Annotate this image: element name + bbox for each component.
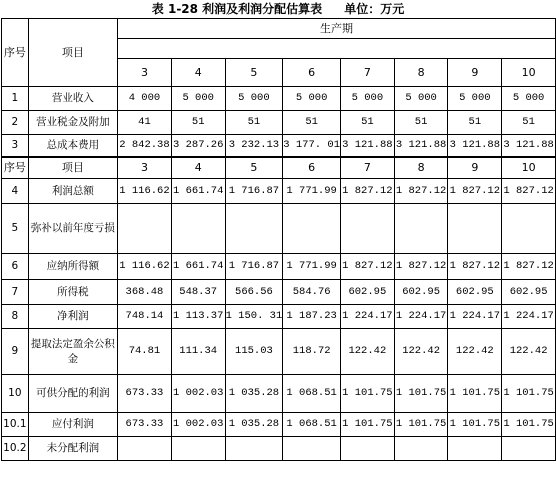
cell	[394, 437, 448, 461]
cell: 566.56	[225, 280, 283, 305]
cell: 1 113.37	[171, 305, 225, 329]
cell: 1 827.12	[502, 179, 556, 204]
row-seq: 5	[2, 204, 29, 254]
cell: 1 116.62	[118, 254, 172, 280]
cell: 1 224.17	[502, 305, 556, 329]
row-item: 利润总额	[28, 179, 117, 204]
cell: 1 827.12	[341, 179, 395, 204]
table-row	[2, 329, 556, 375]
cell: 51	[341, 111, 395, 135]
header-year: 6	[283, 157, 341, 179]
row-seq: 3	[2, 135, 29, 157]
cell: 1 827.12	[341, 254, 395, 280]
table-row	[2, 280, 556, 305]
header-item: 项目	[28, 19, 117, 87]
cell: 1 224.17	[448, 305, 502, 329]
cell: 1 716.87	[225, 179, 283, 204]
cell: 1 771.99	[283, 179, 341, 204]
sub-header-row	[2, 157, 556, 179]
header-year: 5	[225, 59, 283, 87]
table-row	[2, 111, 556, 135]
header-period: 生产期	[118, 19, 556, 39]
cell: 602.95	[394, 280, 448, 305]
row-seq: 10.1	[2, 413, 29, 437]
row-item: 营业税金及附加	[28, 111, 117, 135]
row-seq: 1	[2, 87, 29, 111]
header-year: 9	[448, 59, 502, 87]
cell: 602.95	[448, 280, 502, 305]
cell: 1 101.75	[341, 413, 395, 437]
cell	[502, 204, 556, 254]
table-title-text: 表 1-28 利润及利润分配估算表	[151, 2, 323, 16]
header-year: 10	[502, 157, 556, 179]
cell: 1 002.03	[171, 375, 225, 413]
cell: 5 000	[448, 87, 502, 111]
cell: 122.42	[502, 329, 556, 375]
cell: 51	[171, 111, 225, 135]
header-year: 10	[502, 59, 556, 87]
table-row	[2, 254, 556, 280]
cell: 1 771.99	[283, 254, 341, 280]
row-seq: 2	[2, 111, 29, 135]
cell: 1 068.51	[283, 413, 341, 437]
cell	[394, 204, 448, 254]
row-item: 净利润	[28, 305, 117, 329]
cell: 1 101.75	[394, 375, 448, 413]
cell: 1 035.28	[225, 375, 283, 413]
cell: 1 716.87	[225, 254, 283, 280]
cell: 748.14	[118, 305, 172, 329]
cell	[225, 437, 283, 461]
cell: 51	[394, 111, 448, 135]
cell: 3 177. 01	[283, 135, 341, 157]
cell: 1 116.62	[118, 179, 172, 204]
cell	[283, 204, 341, 254]
cell: 3 121.88	[341, 135, 395, 157]
row-item: 所得税	[28, 280, 117, 305]
cell: 1 827.12	[448, 179, 502, 204]
header-year: 8	[394, 157, 448, 179]
table-row	[2, 305, 556, 329]
row-seq: 6	[2, 254, 29, 280]
cell	[283, 437, 341, 461]
cell: 1 827.12	[502, 254, 556, 280]
unit-label: 单位：万元	[344, 2, 405, 16]
cell: 41	[118, 111, 172, 135]
cell: 51	[283, 111, 341, 135]
header-blank	[118, 39, 556, 59]
table-row	[2, 437, 556, 461]
cell: 5 000	[283, 87, 341, 111]
cell: 1 068.51	[283, 375, 341, 413]
cell: 602.95	[502, 280, 556, 305]
cell: 122.42	[448, 329, 502, 375]
cell: 584.76	[283, 280, 341, 305]
cell	[171, 204, 225, 254]
cell: 1 827.12	[448, 254, 502, 280]
cell: 1 101.75	[448, 375, 502, 413]
cell: 1 101.75	[394, 413, 448, 437]
cell	[341, 437, 395, 461]
cell: 3 232.13	[225, 135, 283, 157]
header-year: 6	[283, 59, 341, 87]
cell	[118, 437, 172, 461]
header-seq: 序号	[2, 19, 29, 87]
header-year: 4	[171, 59, 225, 87]
header-year: 3	[118, 157, 172, 179]
cell: 111.34	[171, 329, 225, 375]
cell: 3 121.88	[394, 135, 448, 157]
cell: 5 000	[341, 87, 395, 111]
header-year: 4	[171, 157, 225, 179]
cell: 1 101.75	[502, 375, 556, 413]
cell: 1 002.03	[171, 413, 225, 437]
cell: 74.81	[118, 329, 172, 375]
cell: 1 150. 31	[225, 305, 283, 329]
cell: 3 287.26	[171, 135, 225, 157]
cell: 1 035.28	[225, 413, 283, 437]
cell: 673.33	[118, 413, 172, 437]
cell: 602.95	[341, 280, 395, 305]
profit-distribution-table	[1, 18, 556, 461]
header-year: 8	[394, 59, 448, 87]
table-row	[2, 204, 556, 254]
cell	[448, 437, 502, 461]
cell: 2 842.38	[118, 135, 172, 157]
cell: 4 000	[118, 87, 172, 111]
row-item: 提取法定盈余公积金	[28, 329, 117, 375]
cell: 3 121.88	[448, 135, 502, 157]
cell: 5 000	[225, 87, 283, 111]
row-seq: 7	[2, 280, 29, 305]
table-row	[2, 375, 556, 413]
row-seq: 8	[2, 305, 29, 329]
cell	[171, 437, 225, 461]
cell	[502, 437, 556, 461]
row-item: 营业收入	[28, 87, 117, 111]
cell: 1 101.75	[502, 413, 556, 437]
cell: 1 827.12	[394, 179, 448, 204]
table-title	[0, 0, 556, 18]
cell: 1 661.74	[171, 179, 225, 204]
table-row	[2, 413, 556, 437]
cell	[118, 204, 172, 254]
row-seq: 10.2	[2, 437, 29, 461]
cell: 673.33	[118, 375, 172, 413]
cell: 1 101.75	[448, 413, 502, 437]
cell: 1 101.75	[341, 375, 395, 413]
table-row	[2, 135, 556, 157]
row-item: 总成本费用	[28, 135, 117, 157]
row-item: 可供分配的利润	[28, 375, 117, 413]
cell	[341, 204, 395, 254]
row-item: 应付利润	[28, 413, 117, 437]
cell: 115.03	[225, 329, 283, 375]
cell: 1 224.17	[394, 305, 448, 329]
header-year: 5	[225, 157, 283, 179]
header-year: 7	[341, 59, 395, 87]
header-item: 项目	[28, 157, 117, 179]
cell: 1 827.12	[394, 254, 448, 280]
cell: 548.37	[171, 280, 225, 305]
cell	[448, 204, 502, 254]
header-year: 3	[118, 59, 172, 87]
cell: 5 000	[502, 87, 556, 111]
row-item: 弥补以前年度亏损	[28, 204, 117, 254]
header-seq: 序号	[2, 157, 29, 179]
row-item: 未分配利润	[28, 437, 117, 461]
cell: 51	[448, 111, 502, 135]
table-row	[2, 179, 556, 204]
cell: 5 000	[171, 87, 225, 111]
cell: 1 661.74	[171, 254, 225, 280]
header-year: 9	[448, 157, 502, 179]
cell: 122.42	[341, 329, 395, 375]
cell: 1 187.23	[283, 305, 341, 329]
row-seq: 4	[2, 179, 29, 204]
row-item: 应纳所得额	[28, 254, 117, 280]
cell: 3 121.88	[502, 135, 556, 157]
cell: 1 224.17	[341, 305, 395, 329]
table-row	[2, 87, 556, 111]
cell: 5 000	[394, 87, 448, 111]
cell: 51	[225, 111, 283, 135]
row-seq: 9	[2, 329, 29, 375]
cell: 368.48	[118, 280, 172, 305]
cell: 51	[502, 111, 556, 135]
cell: 122.42	[394, 329, 448, 375]
row-seq: 10	[2, 375, 29, 413]
header-year: 7	[341, 157, 395, 179]
cell: 118.72	[283, 329, 341, 375]
cell	[225, 204, 283, 254]
